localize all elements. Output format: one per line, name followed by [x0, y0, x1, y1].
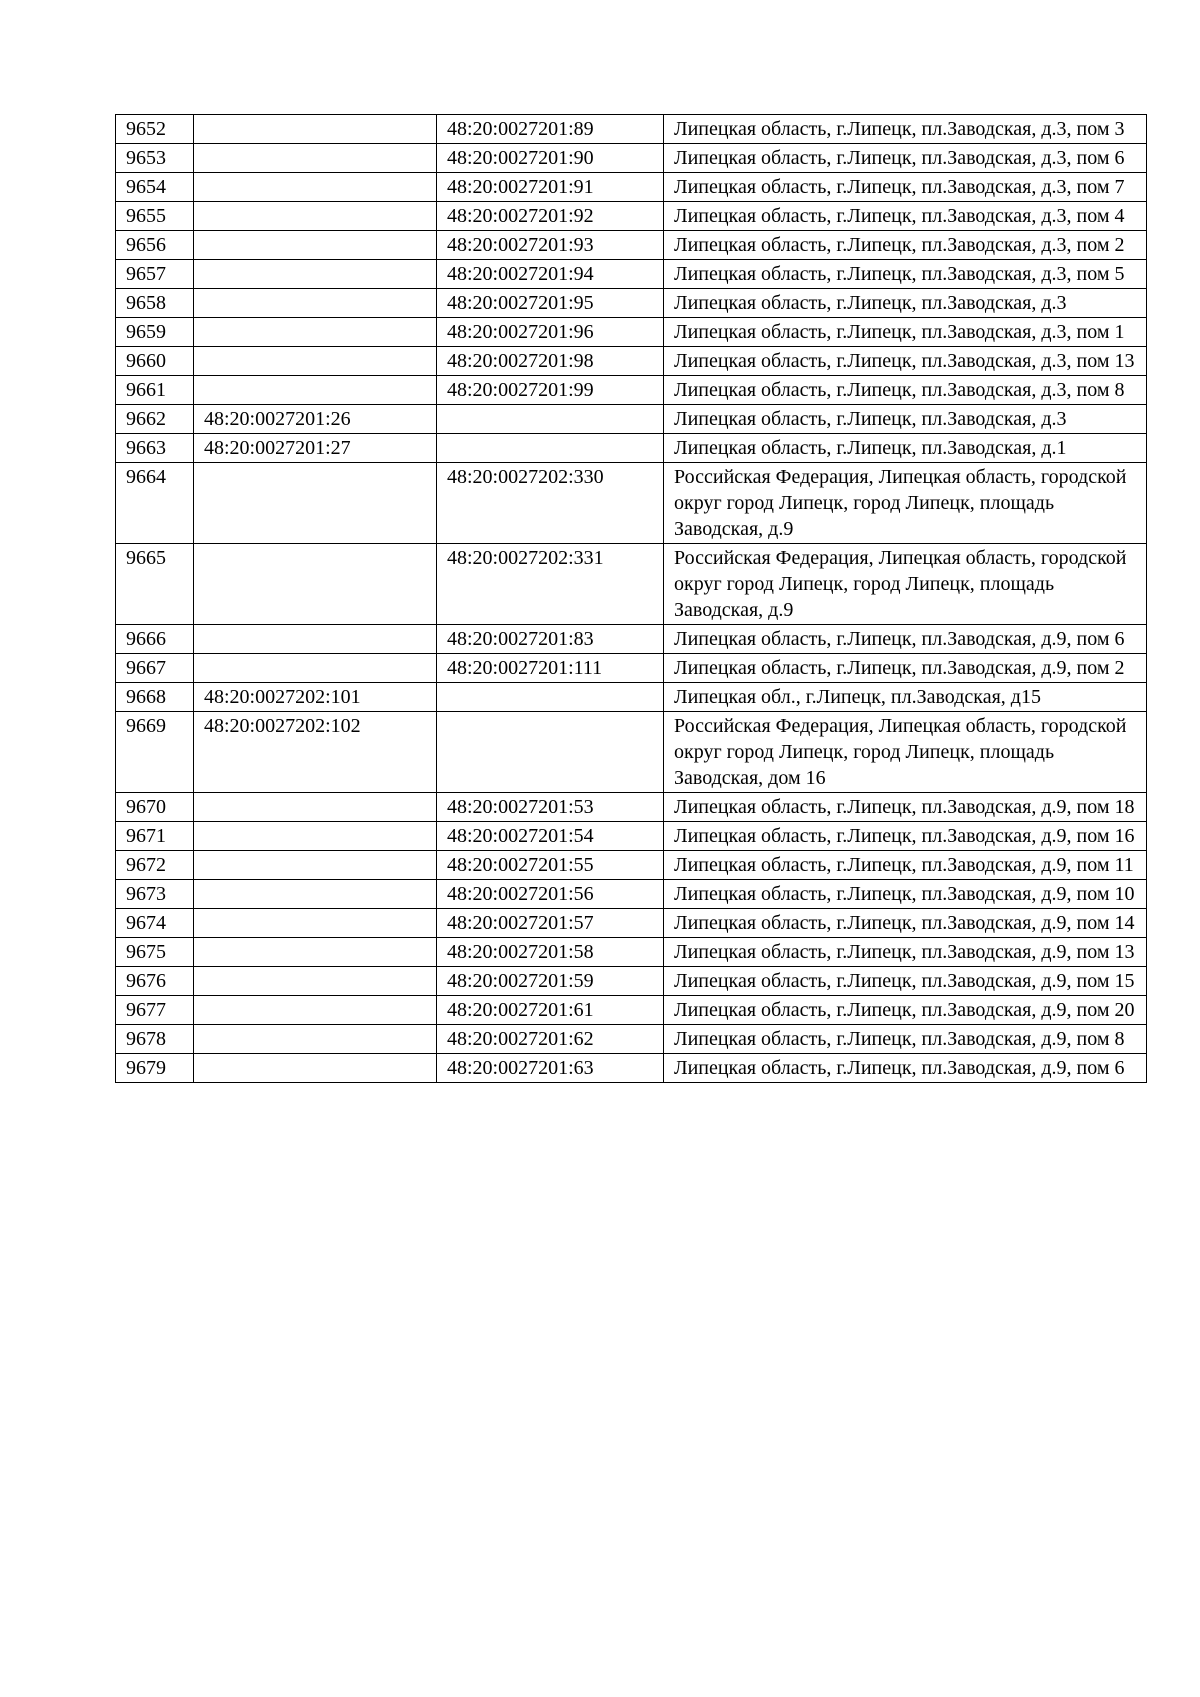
object-cadastral-number-cell: 48:20:0027201:98	[437, 347, 664, 376]
object-cadastral-number-cell: 48:20:0027201:92	[437, 202, 664, 231]
table-row	[116, 405, 1147, 434]
row-number-cell: 9662	[116, 405, 194, 434]
address-cell: Российская Федерация, Липецкая область, городской округ город Липецк, город Липецк, площадь Заводская, д.9	[664, 544, 1147, 625]
address-cell: Липецкая область, г.Липецк, пл.Заводская, д.9, пом 18	[664, 793, 1147, 822]
table-row	[116, 260, 1147, 289]
table-row	[116, 376, 1147, 405]
row-number-cell: 9673	[116, 880, 194, 909]
address-cell: Липецкая область, г.Липецк, пл.Заводская, д.9, пом 10	[664, 880, 1147, 909]
object-cadastral-number-cell: 48:20:0027201:57	[437, 909, 664, 938]
address-cell: Липецкая область, г.Липецк, пл.Заводская, д.9, пом 13	[664, 938, 1147, 967]
object-cadastral-number-cell: 48:20:0027201:90	[437, 144, 664, 173]
table-row	[116, 996, 1147, 1025]
object-cadastral-number-cell: 48:20:0027201:111	[437, 654, 664, 683]
row-number-cell: 9678	[116, 1025, 194, 1054]
table-row	[116, 202, 1147, 231]
row-number-cell: 9674	[116, 909, 194, 938]
address-cell: Липецкая область, г.Липецк, пл.Заводская, д.1	[664, 434, 1147, 463]
land-cadastral-number-cell	[194, 625, 437, 654]
address-cell: Липецкая обл., г.Липецк, пл.Заводская, д15	[664, 683, 1147, 712]
land-cadastral-number-cell	[194, 463, 437, 544]
object-cadastral-number-cell: 48:20:0027201:56	[437, 880, 664, 909]
row-number-cell: 9664	[116, 463, 194, 544]
table-row	[116, 144, 1147, 173]
table-row	[116, 712, 1147, 793]
table-row	[116, 625, 1147, 654]
address-cell: Липецкая область, г.Липецк, пл.Заводская, д.3, пом 1	[664, 318, 1147, 347]
land-cadastral-number-cell	[194, 347, 437, 376]
row-number-cell: 9661	[116, 376, 194, 405]
address-cell: Российская Федерация, Липецкая область, городской округ город Липецк, город Липецк, площадь Заводская, д.9	[664, 463, 1147, 544]
row-number-cell: 9652	[116, 115, 194, 144]
land-cadastral-number-cell	[194, 260, 437, 289]
land-cadastral-number-cell	[194, 938, 437, 967]
object-cadastral-number-cell: 48:20:0027201:53	[437, 793, 664, 822]
land-cadastral-number-cell: 48:20:0027201:27	[194, 434, 437, 463]
object-cadastral-number-cell: 48:20:0027201:99	[437, 376, 664, 405]
address-cell: Липецкая область, г.Липецк, пл.Заводская, д.3, пом 7	[664, 173, 1147, 202]
land-cadastral-number-cell	[194, 115, 437, 144]
land-cadastral-number-cell	[194, 376, 437, 405]
object-cadastral-number-cell: 48:20:0027201:89	[437, 115, 664, 144]
row-number-cell: 9660	[116, 347, 194, 376]
row-number-cell: 9658	[116, 289, 194, 318]
address-cell: Липецкая область, г.Липецк, пл.Заводская, д.3	[664, 289, 1147, 318]
row-number-cell: 9669	[116, 712, 194, 793]
object-cadastral-number-cell: 48:20:0027201:61	[437, 996, 664, 1025]
object-cadastral-number-cell: 48:20:0027201:54	[437, 822, 664, 851]
row-number-cell: 9655	[116, 202, 194, 231]
table-row	[116, 544, 1147, 625]
row-number-cell: 9665	[116, 544, 194, 625]
object-cadastral-number-cell: 48:20:0027201:62	[437, 1025, 664, 1054]
object-cadastral-number-cell: 48:20:0027202:331	[437, 544, 664, 625]
table-row	[116, 434, 1147, 463]
land-cadastral-number-cell	[194, 996, 437, 1025]
address-cell: Липецкая область, г.Липецк, пл.Заводская, д.3	[664, 405, 1147, 434]
land-cadastral-number-cell	[194, 1054, 437, 1083]
row-number-cell: 9672	[116, 851, 194, 880]
table-row	[116, 289, 1147, 318]
address-cell: Липецкая область, г.Липецк, пл.Заводская, д.3, пом 4	[664, 202, 1147, 231]
land-cadastral-number-cell	[194, 318, 437, 347]
row-number-cell: 9666	[116, 625, 194, 654]
address-cell: Липецкая область, г.Липецк, пл.Заводская, д.9, пом 15	[664, 967, 1147, 996]
land-cadastral-number-cell	[194, 544, 437, 625]
address-cell: Российская Федерация, Липецкая область, городской округ город Липецк, город Липецк, площадь Заводская, дом 16	[664, 712, 1147, 793]
row-number-cell: 9677	[116, 996, 194, 1025]
land-cadastral-number-cell	[194, 909, 437, 938]
row-number-cell: 9654	[116, 173, 194, 202]
table-row	[116, 683, 1147, 712]
table-row	[116, 347, 1147, 376]
land-cadastral-number-cell	[194, 822, 437, 851]
object-cadastral-number-cell	[437, 434, 664, 463]
object-cadastral-number-cell	[437, 712, 664, 793]
row-number-cell: 9657	[116, 260, 194, 289]
row-number-cell: 9671	[116, 822, 194, 851]
address-cell: Липецкая область, г.Липецк, пл.Заводская, д.3, пом 13	[664, 347, 1147, 376]
object-cadastral-number-cell: 48:20:0027201:55	[437, 851, 664, 880]
land-cadastral-number-cell	[194, 202, 437, 231]
land-cadastral-number-cell	[194, 1025, 437, 1054]
row-number-cell: 9663	[116, 434, 194, 463]
cadastral-register-table	[115, 114, 1147, 1083]
table-row	[116, 115, 1147, 144]
address-cell: Липецкая область, г.Липецк, пл.Заводская, д.9, пом 6	[664, 625, 1147, 654]
object-cadastral-number-cell	[437, 683, 664, 712]
row-number-cell: 9653	[116, 144, 194, 173]
object-cadastral-number-cell: 48:20:0027201:93	[437, 231, 664, 260]
table-row	[116, 1054, 1147, 1083]
table-row	[116, 463, 1147, 544]
table-row	[116, 173, 1147, 202]
table-row	[116, 654, 1147, 683]
object-cadastral-number-cell: 48:20:0027201:96	[437, 318, 664, 347]
table-row	[116, 880, 1147, 909]
address-cell: Липецкая область, г.Липецк, пл.Заводская, д.9, пом 8	[664, 1025, 1147, 1054]
table-row	[116, 967, 1147, 996]
address-cell: Липецкая область, г.Липецк, пл.Заводская, д.9, пом 14	[664, 909, 1147, 938]
row-number-cell: 9659	[116, 318, 194, 347]
table-row	[116, 822, 1147, 851]
row-number-cell: 9679	[116, 1054, 194, 1083]
land-cadastral-number-cell	[194, 851, 437, 880]
address-cell: Липецкая область, г.Липецк, пл.Заводская, д.3, пом 3	[664, 115, 1147, 144]
land-cadastral-number-cell	[194, 793, 437, 822]
object-cadastral-number-cell: 48:20:0027201:59	[437, 967, 664, 996]
table-row	[116, 231, 1147, 260]
address-cell: Липецкая область, г.Липецк, пл.Заводская, д.3, пом 8	[664, 376, 1147, 405]
table-row	[116, 938, 1147, 967]
address-cell: Липецкая область, г.Липецк, пл.Заводская, д.9, пом 2	[664, 654, 1147, 683]
row-number-cell: 9667	[116, 654, 194, 683]
land-cadastral-number-cell	[194, 654, 437, 683]
address-cell: Липецкая область, г.Липецк, пл.Заводская, д.3, пом 5	[664, 260, 1147, 289]
land-cadastral-number-cell: 48:20:0027201:26	[194, 405, 437, 434]
object-cadastral-number-cell	[437, 405, 664, 434]
object-cadastral-number-cell: 48:20:0027201:83	[437, 625, 664, 654]
address-cell: Липецкая область, г.Липецк, пл.Заводская, д.9, пом 6	[664, 1054, 1147, 1083]
address-cell: Липецкая область, г.Липецк, пл.Заводская, д.9, пом 16	[664, 822, 1147, 851]
land-cadastral-number-cell	[194, 880, 437, 909]
land-cadastral-number-cell	[194, 231, 437, 260]
table-row	[116, 793, 1147, 822]
row-number-cell: 9668	[116, 683, 194, 712]
land-cadastral-number-cell	[194, 144, 437, 173]
object-cadastral-number-cell: 48:20:0027201:94	[437, 260, 664, 289]
address-cell: Липецкая область, г.Липецк, пл.Заводская, д.9, пом 20	[664, 996, 1147, 1025]
object-cadastral-number-cell: 48:20:0027201:95	[437, 289, 664, 318]
object-cadastral-number-cell: 48:20:0027201:91	[437, 173, 664, 202]
land-cadastral-number-cell	[194, 967, 437, 996]
object-cadastral-number-cell: 48:20:0027201:58	[437, 938, 664, 967]
land-cadastral-number-cell	[194, 173, 437, 202]
object-cadastral-number-cell: 48:20:0027202:330	[437, 463, 664, 544]
object-cadastral-number-cell: 48:20:0027201:63	[437, 1054, 664, 1083]
row-number-cell: 9676	[116, 967, 194, 996]
row-number-cell: 9656	[116, 231, 194, 260]
land-cadastral-number-cell: 48:20:0027202:102	[194, 712, 437, 793]
row-number-cell: 9670	[116, 793, 194, 822]
table-body	[116, 115, 1147, 1083]
table-row	[116, 318, 1147, 347]
land-cadastral-number-cell: 48:20:0027202:101	[194, 683, 437, 712]
address-cell: Липецкая область, г.Липецк, пл.Заводская, д.3, пом 2	[664, 231, 1147, 260]
land-cadastral-number-cell	[194, 289, 437, 318]
table-row	[116, 909, 1147, 938]
table-row	[116, 851, 1147, 880]
table-row	[116, 1025, 1147, 1054]
address-cell: Липецкая область, г.Липецк, пл.Заводская, д.9, пом 11	[664, 851, 1147, 880]
row-number-cell: 9675	[116, 938, 194, 967]
address-cell: Липецкая область, г.Липецк, пл.Заводская, д.3, пом 6	[664, 144, 1147, 173]
